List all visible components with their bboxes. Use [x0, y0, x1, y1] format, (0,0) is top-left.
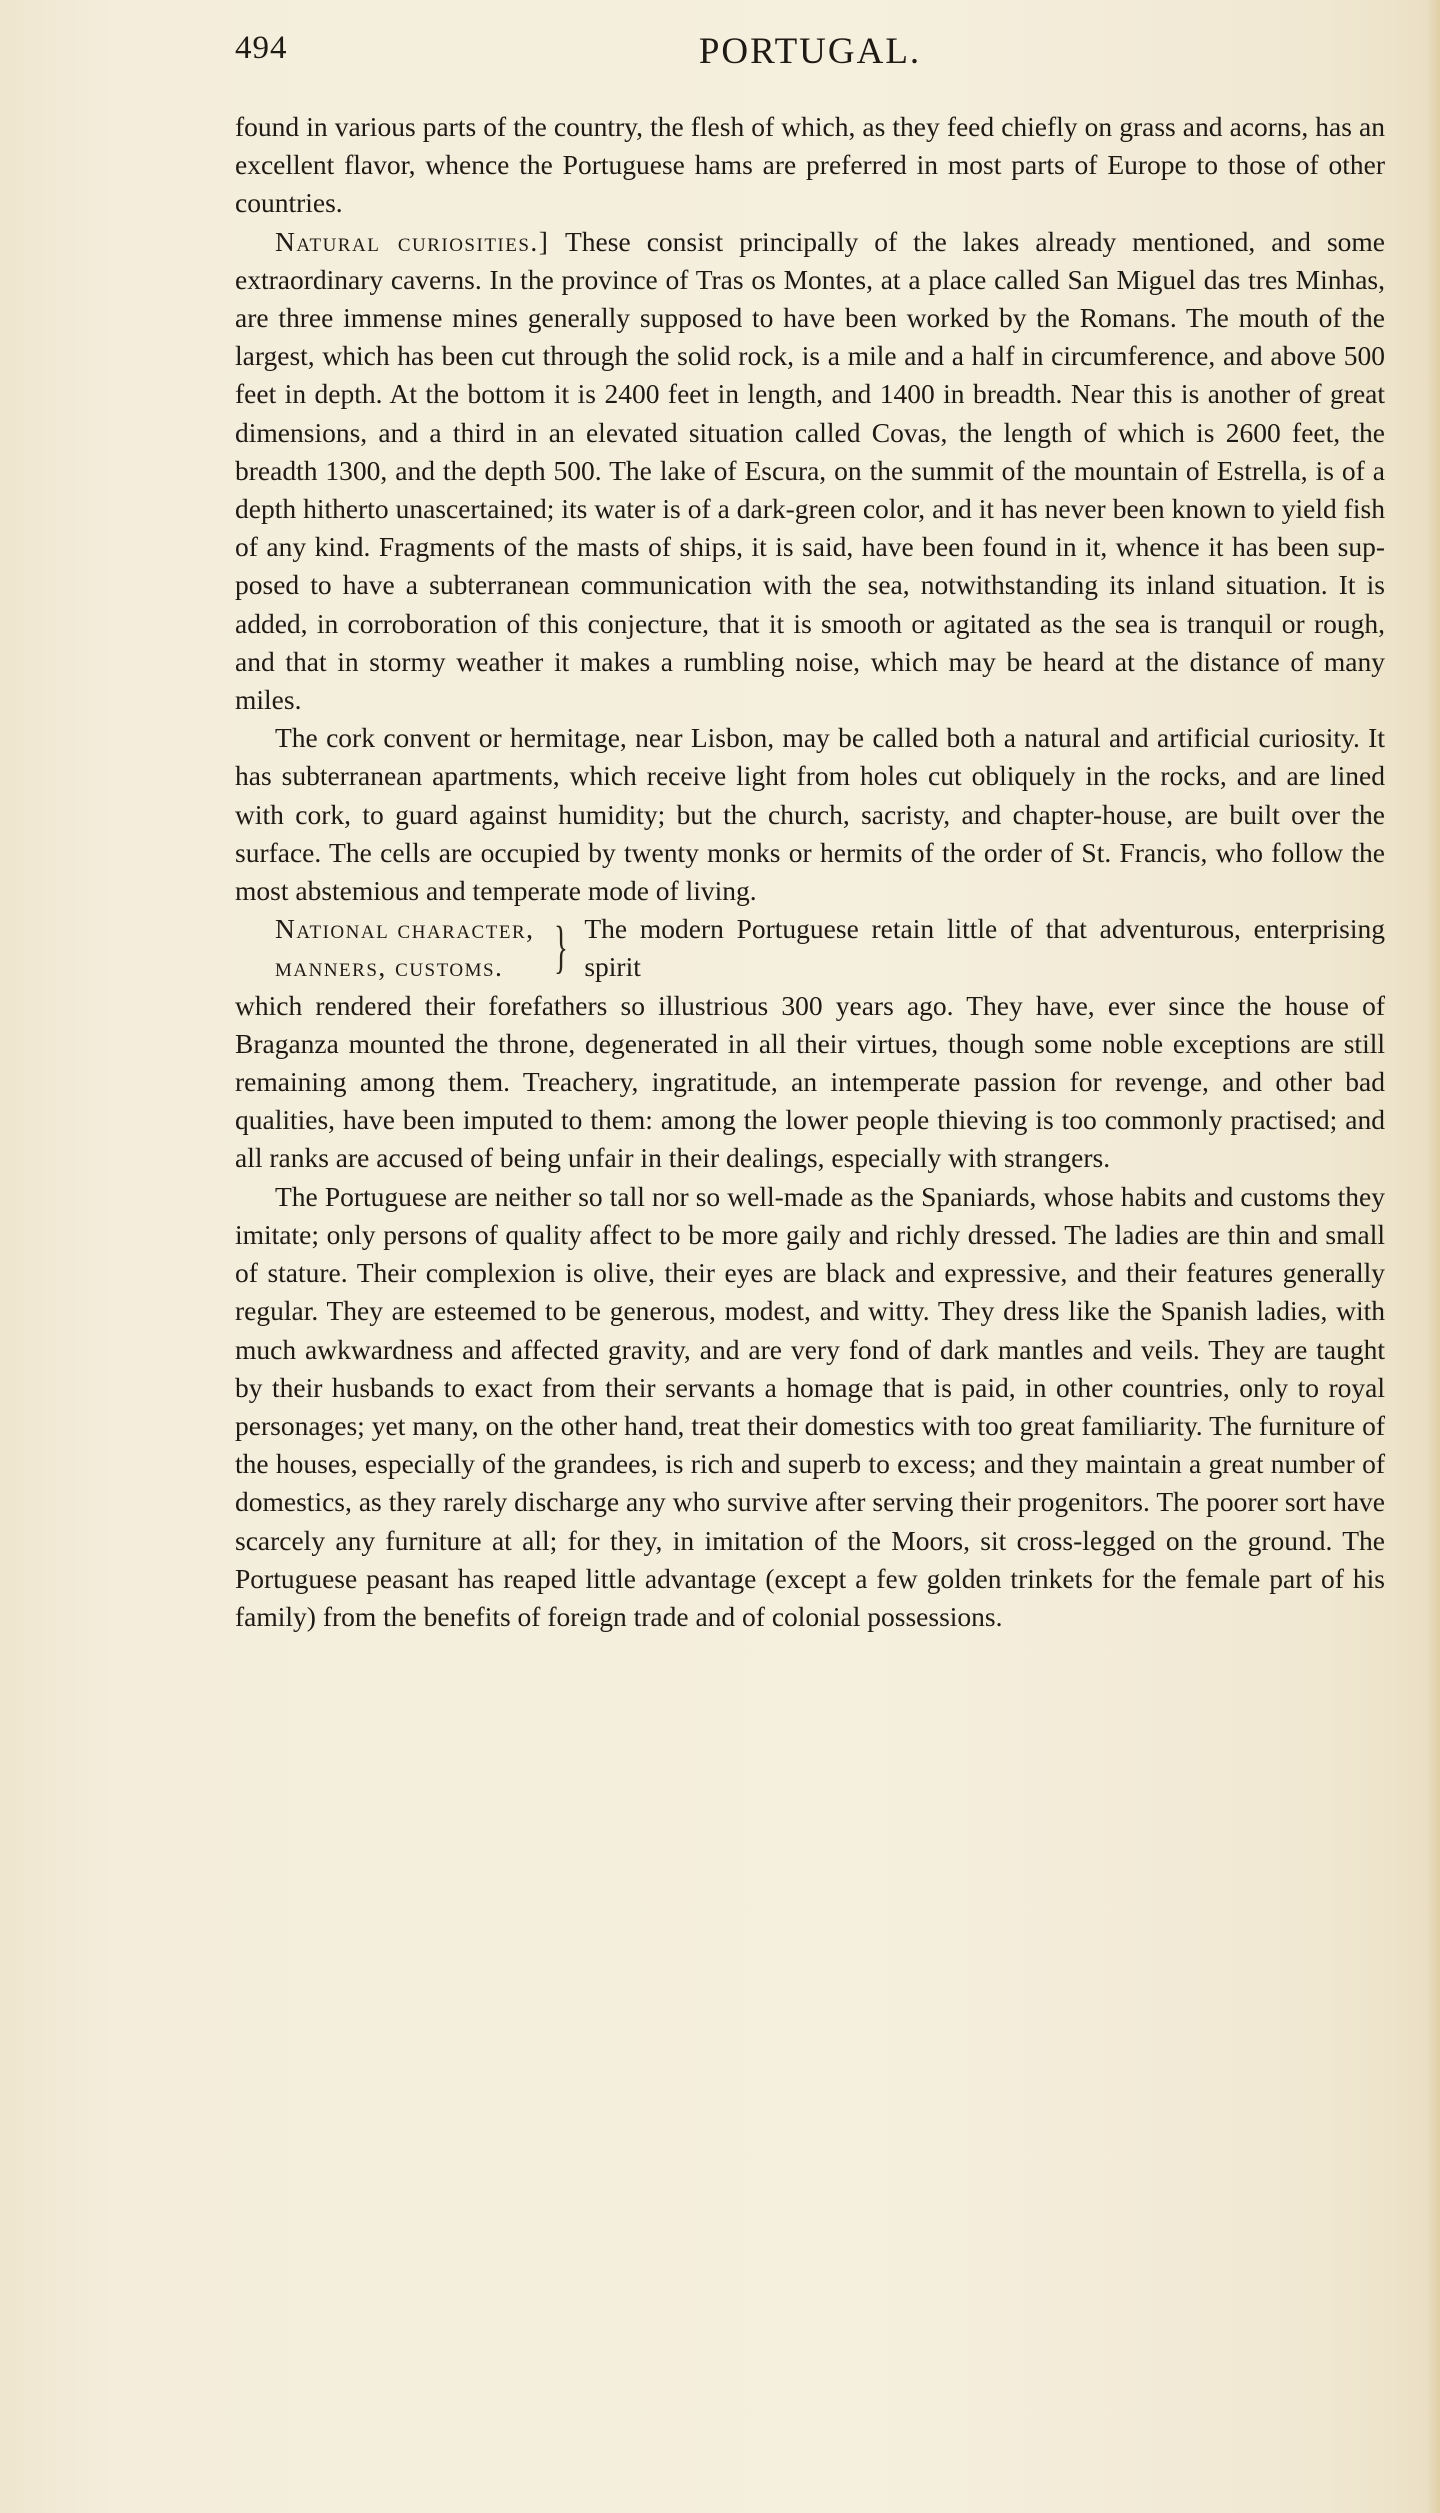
side-heading-natural-curiosities: Natural curiosities.] — [275, 225, 550, 257]
paragraph-text: These consist principally of the lakes already mentioned, and some extraordinary caverns. In the province of Tras os Montes, at a place called San Miguel das tres Minhas, are three immense mines generally supposed to have been worked by the Romans. The mouth of the largest, which has been cut through the solid rock, is a mile and a half in circumference, and above 500 feet in depth. At the bottom it is 2400 feet in length, and 1400 in breadth. Near this is another of great dimensions, and a third in an elevated situation called Covas, the length of which is 2600 feet, the breadth 1300, and the depth 500. The lake of Escura, on the summit of the mountain of Estrella, is of a depth hitherto unascertained; its water is of a dark-green color, and it has never been known to yield fish of any kind. Fragments of the masts of ships, it is said, have been found in it, whence it has been supposed to have a subterranean communication with the sea, notwithstanding its inland situation. It is added, in corroboration of this conjecture, that it is smooth or agitated as the sea is tranquil or rough, and that in stormy weather it makes a rumbling noise, which may be heard at the distance of many miles. — [235, 225, 1386, 716]
paragraph-hams: found in various parts of the country, the flesh of which, as they feed chiefly on grass and acorns, has an excellent flavor, whence the Portuguese hams are preferred in most parts of Europe to those of other countries. — [235, 111, 1385, 219]
paragraph-manners: The Portuguese are neither so tall nor so well-made as the Spaniards, whose habits and customs they imitate; only persons of quality affect to be more gaily and richly dressed. The ladies are thin and small of stature. Their complexion is olive, their eyes are black and expressive, and their features generally regular. They are esteemed to be generous, modest, and witty. They dress like the Spanish ladies, with much awkwardness and affected gravity, and are very fond of dark mantles and veils. They are taught by their husbands to exact from their servants a homage that is paid, in other countries, only to royal personages; yet many, on the other hand, treat their domestics with too great familiarity. The furniture of the houses, especially of the grandees, is rich and superb to excess; and they maintain a great number of domestics, as they rarely discharge any who survive after serving their progenitors. The poorer sort have scarcely any furniture at all; for they, in imitation of the Moors, sit cross-legged on the ground. The Portuguese peasant has reaped little advantage (except a few golden trinkets for the female part of his family) from the benefits of foreign trade and of colonial possessions. — [235, 1180, 1385, 1632]
page-edge-shadow — [1426, 0, 1440, 2513]
brace-glyph: } — [553, 914, 568, 980]
paragraph-natural-curiosities — [235, 223, 1385, 720]
side-heading-national-character — [235, 910, 535, 986]
paragraph-national-character: which rendered their forefathers so illustrious 300 years ago. They have, ever since the house of Braganza mounted the throne, degenerated in all their virtues, though some noble exceptions are still remaining among them. Treachery, ingratitude, an intemperate passion for revenge, and other bad qualities, have been imputed to them: among the lower people thieving is too commonly practised; and all ranks are accused of being unfair in their dealings, especially with strangers. — [235, 989, 1385, 1174]
side-heading-line-2: manners, customs. — [275, 951, 504, 983]
national-character-heading-block — [235, 910, 1385, 986]
page-number: 494 — [235, 30, 288, 66]
paragraph-cork-convent: The cork convent or hermitage, near Lisbon, may be called both a natural and artificial curiosity. It has subterranean apartments, which receive light from holes cut obliquely in the rocks, and are lined with cork, to guard against humidity; but the church, sacristy, and chapter-house, are built over the surface. The cells are occupied by twenty monks or hermits of the order of St. Francis, who follow the most abstemious and temperate mode of living. — [235, 722, 1385, 907]
side-heading-line-1: National character, — [275, 913, 535, 945]
running-title: PORTUGAL. — [698, 31, 922, 72]
page-header — [235, 30, 1385, 80]
side-heading-adjacent-text: The modern Portuguese retain little of that adventurous, enterprising spirit — [584, 913, 1385, 983]
body-text — [235, 108, 1385, 1636]
